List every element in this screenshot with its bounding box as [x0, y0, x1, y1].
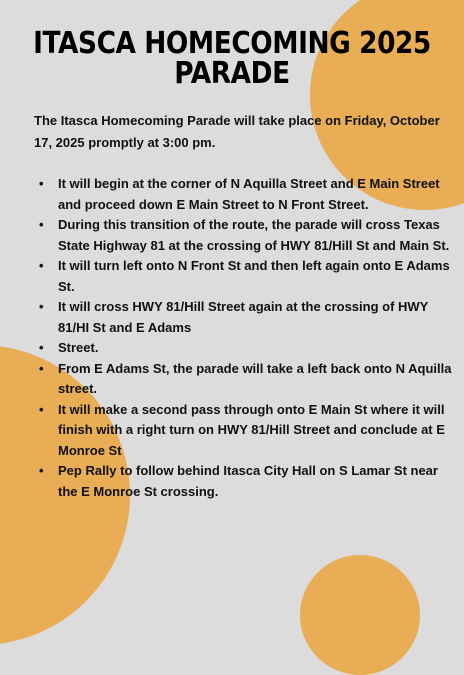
route-item: • Pep Rally to follow behind Itasca City Hall on S Lamar St near the E Monroe St crossing. [58, 461, 458, 502]
route-item: • It will make a second pass through onto E Main St where it will finish with a right turn on HWY 81/Hill Street and conclude at E Monroe St [58, 400, 458, 462]
flyer-title-line-2: PARADE [174, 56, 290, 91]
route-item: • During this transition of the route, the parade will cross Texas State Highway 81 at the crossing of HWY 81/Hill St and Main St. [58, 215, 458, 256]
route-item: • It will begin at the corner of N Aquilla Street and E Main Street and proceed down E Main Street to N Front Street. [58, 174, 458, 215]
route-item: • From E Adams St, the parade will take a left back onto N Aquilla street. [58, 359, 458, 400]
route-list [35, 174, 458, 502]
flyer-title [28, 26, 436, 91]
route-item: • It will cross HWY 81/Hill Street again at the crossing of HWY 81/HI St and E Adams [58, 297, 458, 338]
decorative-circle-bottom-right [300, 555, 420, 675]
intro-paragraph: The Itasca Homecoming Parade will take place on Friday, October 17, 2025 promptly at 3:00 pm. [34, 113, 440, 150]
flyer-title-line-1: ITASCA HOMECOMING 2025 [33, 26, 431, 61]
route-item: • Street. [58, 338, 458, 359]
route-item: • It will turn left onto N Front St and then left again onto E Adams St. [58, 256, 458, 297]
